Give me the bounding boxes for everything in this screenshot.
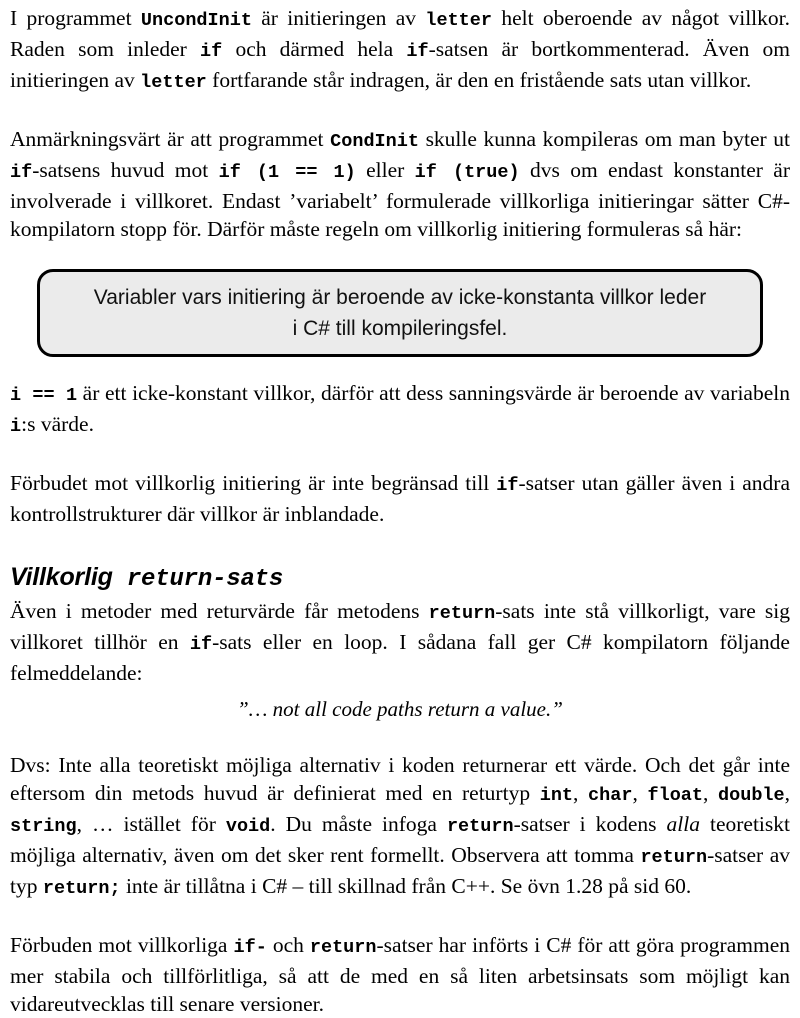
text-run: fortfarande står indragen, är den en fristående sats utan villkor. (206, 68, 752, 92)
inline-code-double: double (718, 785, 785, 806)
inline-code-if: if (406, 41, 429, 62)
callout-text (62, 282, 738, 344)
text-run: helt oberoende av något villkor. Raden som inleder (10, 6, 791, 61)
paragraph-non-constant-condition (10, 379, 790, 441)
paragraph-forbuden-motivering (10, 931, 790, 1018)
inline-code-i: i (10, 416, 22, 437)
text-run: , (703, 781, 719, 805)
callout-line-2: i C# till kompileringsfel. (292, 317, 508, 340)
text-run: Förbudet mot villkorlig initiering är inte begränsad till (10, 471, 497, 495)
text-run: teoretiskt möjliga alternativ, även om det sker rent formellt. Observera att tomma (10, 812, 790, 867)
inline-code-uncondinit: UncondInit (140, 10, 252, 31)
inline-code-return: return (309, 937, 377, 958)
text-run: eller (355, 158, 415, 182)
section-heading-villkorlig-return-sats (10, 562, 790, 595)
rule-callout-box (37, 269, 763, 357)
inline-code-condinit: CondInit (330, 131, 419, 152)
callout-box-wrapper (10, 269, 790, 357)
inline-code-return-semicolon: return; (42, 878, 121, 899)
inline-code-return: return (640, 847, 708, 868)
text-run: -satsen är bortkommenterad. Även om initieringen av (10, 37, 790, 92)
text-run: Förbuden mot villkorliga (10, 933, 234, 957)
inline-code-if-one-equals-one: if (1 == 1) (218, 162, 356, 183)
text-run: är ett icke-konstant villkor, därför att dess sanningsvärde är beroende av variabeln (77, 381, 790, 405)
inline-code-if: if (10, 162, 33, 183)
text-run: -sats eller en loop. I sådana fall ger C# kompilatorn följande felmeddelande: (10, 630, 790, 685)
emphasis-alla: alla (666, 812, 700, 836)
spacer (10, 723, 790, 751)
text-run: . Du måste infoga (270, 812, 447, 836)
inline-code-float: float (647, 785, 703, 806)
text-run: och (266, 933, 310, 957)
text-run: -satsens huvud mot (32, 158, 219, 182)
text-run: dvs om endast konstanter är involverade i villkoret. Endast ’variabelt’ formulerade villkorliga initieringar sätter C#-kompilatorn stopp för. Därför måste regeln om villkorlig initiering formuleras så här: (10, 158, 790, 241)
heading-word-serif: Villkorlig (10, 563, 113, 591)
text-run: -satser har införts i C# för att göra programmen mer stabila och tillförlitliga, så att de med en så liten arbetsinsats som möjligt kan vidareutvecklas till senare versioner. (10, 933, 790, 1016)
inline-code-if: if (189, 634, 213, 655)
text-run: Anmärkningsvärt är att programmet (10, 127, 331, 151)
text-run: är initieringen av (251, 6, 426, 30)
text-run: inte är tillåtna i C# – till skillnad från C++. Se övn 1.28 på sid 60. (120, 874, 692, 898)
inline-code-char: char (588, 785, 633, 806)
inline-code-void: void (225, 816, 271, 837)
text-run: I programmet (10, 6, 141, 30)
paragraph-forbud-initiering (10, 469, 790, 528)
inline-code-if-true: if (true) (414, 162, 520, 183)
text-run: -satser i kodens (513, 812, 667, 836)
text-run: -satser utan gäller även i andra kontrollstrukturer där villkor är inblandade. (10, 471, 790, 526)
text-run: , … istället för (76, 812, 226, 836)
paragraph-return-villkorlig (10, 597, 790, 687)
inline-code-if: if (496, 475, 519, 496)
inline-code-int: int (539, 785, 574, 806)
text-run: , (573, 781, 589, 805)
text-run: skulle kunna kompileras om man byter ut (418, 127, 790, 151)
text-run: :s värde. (21, 412, 94, 436)
inline-code-i-equals-1: i == 1 (10, 385, 78, 406)
paragraph-dvs-returtyp (10, 751, 790, 903)
paragraph-uncondinit (10, 4, 790, 97)
inline-code-return: return (446, 816, 514, 837)
inline-code-if-dash: if- (233, 937, 267, 958)
inline-code-if: if (200, 41, 223, 62)
text-run: , (632, 781, 648, 805)
inline-code-letter: letter (140, 72, 207, 93)
text-run: , (784, 781, 791, 805)
compiler-error-quote: ”… not all code paths return a value.” (237, 697, 563, 721)
text-run: och därmed hela (222, 37, 407, 61)
inline-code-letter: letter (425, 10, 492, 31)
inline-code-string: string (10, 816, 77, 837)
paragraph-condinit (10, 125, 790, 243)
text-run: Dvs: Inte alla teoretiskt möjliga alternativ i koden returnerar ett värde. Och det går inte eftersom din metods huvud är definierat med en returtyp (10, 753, 790, 805)
callout-line-1: Variabler vars initiering är beroende av icke-konstanta villkor leder (93, 286, 707, 309)
text-run: -sats inte stå villkorligt, vare sig villkoret tillhör en (10, 599, 791, 654)
text-run: -satser av typ (10, 843, 790, 898)
text-run: Även i metoder med returvärde får metodens (10, 599, 429, 623)
heading-word-mono: return-sats (112, 566, 284, 593)
inline-code-return: return (428, 603, 496, 624)
